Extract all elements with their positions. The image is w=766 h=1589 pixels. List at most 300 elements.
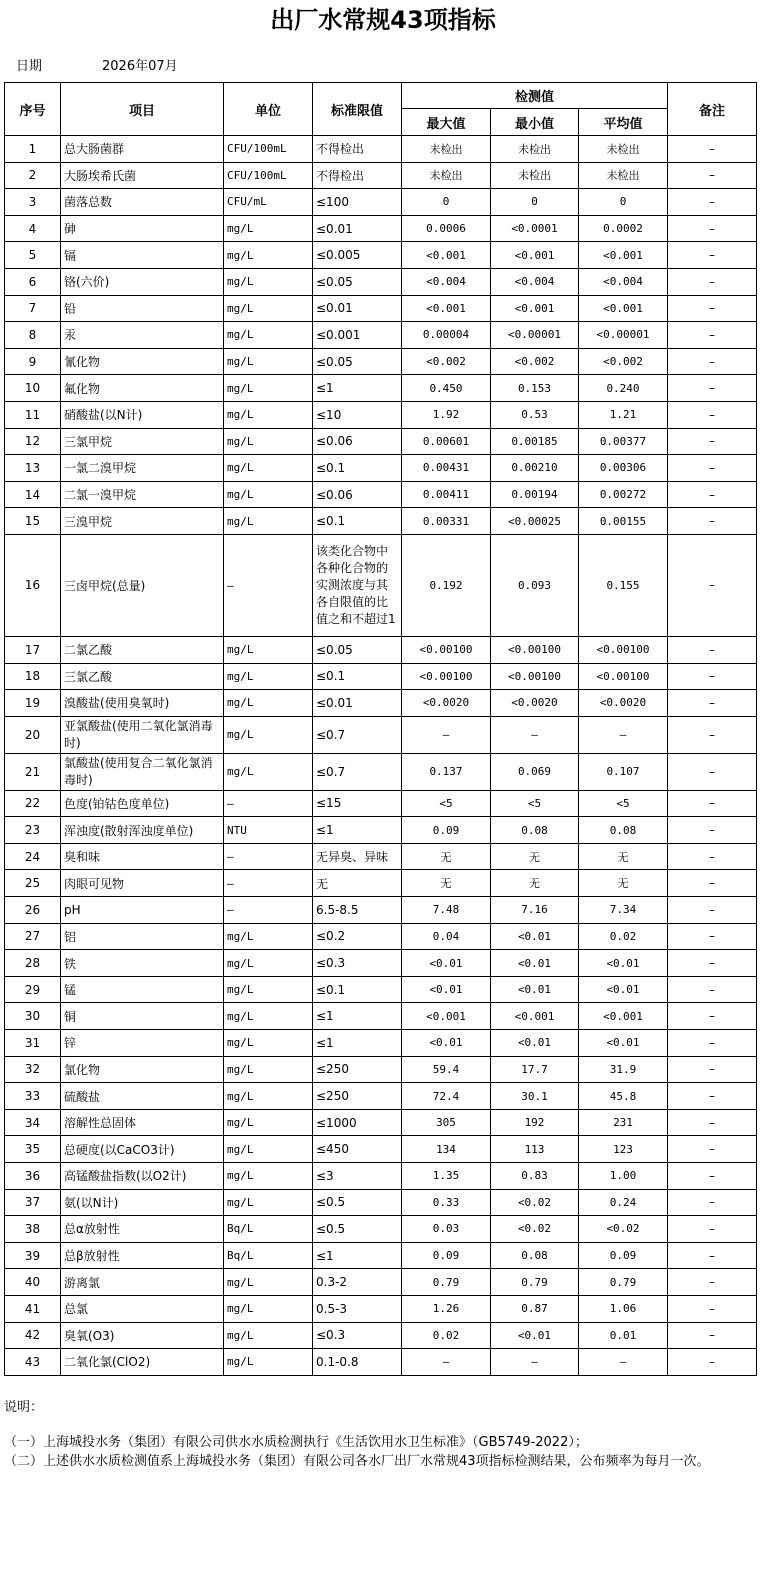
cell-limit: 0.3-2: [313, 1269, 402, 1296]
cell-no: 42: [5, 1322, 61, 1349]
cell-unit: mg/L: [224, 1322, 313, 1349]
table-row: [5, 663, 757, 690]
cell-item: 铝: [61, 923, 224, 950]
cell-item: 总硬度(以CaCO3计): [61, 1136, 224, 1163]
cell-limit: ≤0.7: [313, 753, 402, 790]
cell-max: <0.001: [402, 242, 491, 269]
header-min: 最小值: [491, 109, 579, 136]
cell-unit: mg/L: [224, 322, 313, 349]
cell-limit: ≤0.5: [313, 1216, 402, 1243]
cell-unit: mg/L: [224, 1083, 313, 1110]
cell-item: 锌: [61, 1030, 224, 1057]
cell-min: 0.87: [491, 1295, 579, 1322]
cell-min: 0: [491, 189, 579, 216]
cell-item: 臭氧(O3): [61, 1322, 224, 1349]
cell-no: 17: [5, 636, 61, 663]
table-row: [5, 870, 757, 897]
table-row: [5, 481, 757, 508]
cell-limit: ≤0.05: [313, 636, 402, 663]
table-row: [5, 843, 757, 870]
cell-limit: ≤0.05: [313, 348, 402, 375]
cell-no: 16: [5, 534, 61, 636]
table-row: [5, 1030, 757, 1057]
cell-no: 2: [5, 162, 61, 189]
table-row: [5, 636, 757, 663]
cell-avg: 1.21: [579, 401, 668, 428]
cell-avg: <0.0020: [579, 690, 668, 717]
cell-limit: ≤0.01: [313, 295, 402, 322]
cell-item: 氰化物: [61, 348, 224, 375]
cell-limit: 不得检出: [313, 136, 402, 163]
cell-item: 三卤甲烷(总量): [61, 534, 224, 636]
cell-remark: –: [668, 348, 757, 375]
table-row: [5, 401, 757, 428]
cell-avg: <0.01: [579, 976, 668, 1003]
cell-avg: <0.00100: [579, 636, 668, 663]
header-max: 最大值: [402, 109, 491, 136]
cell-unit: mg/L: [224, 375, 313, 402]
cell-min: 0.83: [491, 1163, 579, 1190]
cell-min: –: [491, 716, 579, 753]
cell-remark: –: [668, 1349, 757, 1376]
cell-no: 14: [5, 481, 61, 508]
cell-limit: ≤0.001: [313, 322, 402, 349]
cell-unit: mg/L: [224, 455, 313, 482]
table-row: [5, 455, 757, 482]
cell-remark: –: [668, 897, 757, 924]
cell-no: 33: [5, 1083, 61, 1110]
table-body: [5, 136, 757, 1376]
cell-min: <0.0001: [491, 215, 579, 242]
cell-item: 二氯一溴甲烷: [61, 481, 224, 508]
table-row: [5, 753, 757, 790]
cell-unit: mg/L: [224, 690, 313, 717]
table-row: [5, 534, 757, 636]
cell-no: 40: [5, 1269, 61, 1296]
cell-remark: –: [668, 870, 757, 897]
header-unit: 单位: [224, 83, 313, 136]
cell-item: 铅: [61, 295, 224, 322]
cell-no: 39: [5, 1242, 61, 1269]
cell-avg: <0.02: [579, 1216, 668, 1243]
cell-no: 6: [5, 268, 61, 295]
cell-remark: –: [668, 817, 757, 844]
cell-no: 21: [5, 753, 61, 790]
cell-max: 0.00601: [402, 428, 491, 455]
cell-min: <0.02: [491, 1216, 579, 1243]
cell-unit: CFU/100mL: [224, 162, 313, 189]
cell-avg: <5: [579, 790, 668, 817]
cell-max: <5: [402, 790, 491, 817]
cell-avg: 0.155: [579, 534, 668, 636]
cell-unit: Bq/L: [224, 1242, 313, 1269]
cell-min: <0.001: [491, 242, 579, 269]
cell-unit: mg/L: [224, 1109, 313, 1136]
cell-limit: 无: [313, 870, 402, 897]
cell-max: <0.0020: [402, 690, 491, 717]
cell-remark: –: [668, 136, 757, 163]
cell-max: 0.04: [402, 923, 491, 950]
cell-unit: mg/L: [224, 1189, 313, 1216]
indicator-table: [4, 82, 757, 1376]
cell-remark: –: [668, 375, 757, 402]
cell-item: 臭和味: [61, 843, 224, 870]
cell-item: 三溴甲烷: [61, 508, 224, 535]
cell-limit: ≤1: [313, 1242, 402, 1269]
table-row: [5, 295, 757, 322]
cell-max: 0: [402, 189, 491, 216]
cell-remark: –: [668, 1322, 757, 1349]
table-row: [5, 1056, 757, 1083]
cell-unit: mg/L: [224, 753, 313, 790]
date-row: [16, 58, 178, 76]
cell-no: 30: [5, 1003, 61, 1030]
cell-remark: –: [668, 923, 757, 950]
header-avg: 平均值: [579, 109, 668, 136]
table-row: [5, 1189, 757, 1216]
cell-min: <0.02: [491, 1189, 579, 1216]
cell-unit: —: [224, 790, 313, 817]
cell-limit: ≤0.005: [313, 242, 402, 269]
cell-remark: –: [668, 268, 757, 295]
cell-max: <0.01: [402, 976, 491, 1003]
cell-max: 1.26: [402, 1295, 491, 1322]
cell-unit: CFU/mL: [224, 189, 313, 216]
cell-no: 24: [5, 843, 61, 870]
cell-avg: –: [579, 1349, 668, 1376]
cell-avg: <0.00100: [579, 663, 668, 690]
table-row: [5, 1083, 757, 1110]
cell-avg: <0.00001: [579, 322, 668, 349]
cell-limit: 0.5-3: [313, 1295, 402, 1322]
cell-remark: –: [668, 1030, 757, 1057]
cell-avg: 0: [579, 189, 668, 216]
cell-no: 27: [5, 923, 61, 950]
cell-no: 11: [5, 401, 61, 428]
cell-avg: <0.01: [579, 1030, 668, 1057]
cell-remark: –: [668, 716, 757, 753]
cell-no: 43: [5, 1349, 61, 1376]
cell-remark: –: [668, 189, 757, 216]
cell-no: 28: [5, 950, 61, 977]
cell-remark: –: [668, 428, 757, 455]
cell-remark: –: [668, 1056, 757, 1083]
cell-min: 17.7: [491, 1056, 579, 1083]
table-row: [5, 950, 757, 977]
cell-max: 305: [402, 1109, 491, 1136]
cell-item: 高锰酸盐指数(以O2计): [61, 1163, 224, 1190]
cell-avg: 0.00272: [579, 481, 668, 508]
cell-min: 192: [491, 1109, 579, 1136]
cell-limit: ≤0.01: [313, 690, 402, 717]
cell-avg: 123: [579, 1136, 668, 1163]
cell-avg: 0.24: [579, 1189, 668, 1216]
cell-avg: <0.01: [579, 950, 668, 977]
cell-min: 0.00185: [491, 428, 579, 455]
cell-no: 37: [5, 1189, 61, 1216]
cell-unit: mg/L: [224, 1163, 313, 1190]
cell-limit: ≤250: [313, 1056, 402, 1083]
cell-unit: mg/L: [224, 1295, 313, 1322]
cell-avg: 231: [579, 1109, 668, 1136]
cell-avg: 1.06: [579, 1295, 668, 1322]
cell-unit: Bq/L: [224, 1216, 313, 1243]
cell-unit: mg/L: [224, 348, 313, 375]
cell-max: 未检出: [402, 136, 491, 163]
cell-unit: mg/L: [224, 976, 313, 1003]
cell-limit: ≤250: [313, 1083, 402, 1110]
table-row: [5, 1295, 757, 1322]
cell-no: 35: [5, 1136, 61, 1163]
table-row: [5, 189, 757, 216]
cell-no: 5: [5, 242, 61, 269]
cell-no: 32: [5, 1056, 61, 1083]
cell-max: 0.00331: [402, 508, 491, 535]
cell-item: pH: [61, 897, 224, 924]
notes: [4, 1398, 756, 1471]
cell-avg: –: [579, 716, 668, 753]
cell-remark: –: [668, 401, 757, 428]
cell-limit: ≤0.01: [313, 215, 402, 242]
cell-item: 肉眼可见物: [61, 870, 224, 897]
cell-item: 镉: [61, 242, 224, 269]
cell-remark: –: [668, 481, 757, 508]
cell-avg: 0.09: [579, 1242, 668, 1269]
cell-avg: 31.9: [579, 1056, 668, 1083]
cell-min: <5: [491, 790, 579, 817]
cell-avg: <0.004: [579, 268, 668, 295]
cell-min: <0.01: [491, 976, 579, 1003]
cell-min: <0.00100: [491, 636, 579, 663]
date-label: 日期: [16, 59, 43, 74]
cell-max: <0.001: [402, 1003, 491, 1030]
cell-item: 硫酸盐: [61, 1083, 224, 1110]
cell-limit: ≤100: [313, 189, 402, 216]
cell-max: 0.02: [402, 1322, 491, 1349]
cell-remark: –: [668, 950, 757, 977]
cell-avg: 0.01: [579, 1322, 668, 1349]
cell-avg: 无: [579, 843, 668, 870]
header-item: 项目: [61, 83, 224, 136]
cell-avg: 1.00: [579, 1163, 668, 1190]
cell-unit: —: [224, 897, 313, 924]
cell-remark: –: [668, 976, 757, 1003]
cell-min: <0.004: [491, 268, 579, 295]
cell-no: 22: [5, 790, 61, 817]
note-line-2: （二）上述供水水质检测值系上海城投水务（集团）有限公司各水厂出厂水常规43项指标检测结果，公布频率为每月一次。: [4, 1454, 710, 1469]
header-limit: 标准限值: [313, 83, 402, 136]
cell-min: –: [491, 1349, 579, 1376]
cell-avg: 7.34: [579, 897, 668, 924]
cell-item: 总α放射性: [61, 1216, 224, 1243]
cell-unit: mg/L: [224, 716, 313, 753]
cell-unit: mg/L: [224, 428, 313, 455]
cell-max: 0.450: [402, 375, 491, 402]
cell-avg: 0.240: [579, 375, 668, 402]
cell-unit: mg/L: [224, 481, 313, 508]
cell-remark: –: [668, 1189, 757, 1216]
cell-item: 汞: [61, 322, 224, 349]
cell-remark: –: [668, 1242, 757, 1269]
cell-no: 8: [5, 322, 61, 349]
cell-remark: –: [668, 1295, 757, 1322]
cell-item: 砷: [61, 215, 224, 242]
cell-min: 未检出: [491, 136, 579, 163]
cell-limit: ≤3: [313, 1163, 402, 1190]
header-detect: 检测值: [402, 83, 668, 109]
cell-limit: 6.5-8.5: [313, 897, 402, 924]
cell-max: 1.92: [402, 401, 491, 428]
cell-max: 未检出: [402, 162, 491, 189]
cell-max: 1.35: [402, 1163, 491, 1190]
table-row: [5, 242, 757, 269]
cell-avg: 0.0002: [579, 215, 668, 242]
cell-min: 0.00194: [491, 481, 579, 508]
cell-max: 0.00411: [402, 481, 491, 508]
table-row: [5, 790, 757, 817]
cell-item: 二氧化氯(ClO2): [61, 1349, 224, 1376]
cell-no: 23: [5, 817, 61, 844]
cell-unit: mg/L: [224, 295, 313, 322]
cell-item: 氨(以N计): [61, 1189, 224, 1216]
cell-min: <0.0020: [491, 690, 579, 717]
cell-max: 0.03: [402, 1216, 491, 1243]
table-row: [5, 215, 757, 242]
table-row: [5, 375, 757, 402]
cell-max: 7.48: [402, 897, 491, 924]
cell-max: 0.192: [402, 534, 491, 636]
cell-avg: 未检出: [579, 162, 668, 189]
cell-limit: ≤1: [313, 375, 402, 402]
cell-unit: mg/L: [224, 1056, 313, 1083]
cell-item: 总β放射性: [61, 1242, 224, 1269]
cell-limit: ≤15: [313, 790, 402, 817]
cell-max: <0.002: [402, 348, 491, 375]
cell-item: 铁: [61, 950, 224, 977]
cell-item: 锰: [61, 976, 224, 1003]
cell-max: <0.01: [402, 950, 491, 977]
cell-item: 二氯乙酸: [61, 636, 224, 663]
cell-min: <0.00100: [491, 663, 579, 690]
cell-min: <0.01: [491, 950, 579, 977]
table-row: [5, 716, 757, 753]
cell-max: <0.00100: [402, 636, 491, 663]
cell-min: 未检出: [491, 162, 579, 189]
cell-unit: mg/L: [224, 1136, 313, 1163]
cell-item: 铜: [61, 1003, 224, 1030]
cell-item: 铬(六价): [61, 268, 224, 295]
cell-remark: –: [668, 455, 757, 482]
cell-min: 0.79: [491, 1269, 579, 1296]
cell-item: 三氯乙酸: [61, 663, 224, 690]
cell-avg: 0.00306: [579, 455, 668, 482]
cell-remark: –: [668, 1083, 757, 1110]
cell-unit: mg/L: [224, 242, 313, 269]
table-row: [5, 1269, 757, 1296]
cell-avg: 未检出: [579, 136, 668, 163]
cell-limit: 0.1-0.8: [313, 1349, 402, 1376]
cell-no: 10: [5, 375, 61, 402]
cell-unit: mg/L: [224, 1030, 313, 1057]
cell-remark: –: [668, 843, 757, 870]
table-row: [5, 1349, 757, 1376]
cell-min: <0.01: [491, 923, 579, 950]
notes-heading: 说明：: [4, 1400, 44, 1415]
cell-no: 41: [5, 1295, 61, 1322]
cell-no: 26: [5, 897, 61, 924]
cell-item: 色度(铂钴色度单位): [61, 790, 224, 817]
cell-remark: –: [668, 663, 757, 690]
cell-remark: –: [668, 215, 757, 242]
cell-item: 溶解性总固体: [61, 1109, 224, 1136]
cell-max: 0.00004: [402, 322, 491, 349]
cell-limit: ≤0.1: [313, 976, 402, 1003]
cell-unit: mg/L: [224, 636, 313, 663]
cell-remark: –: [668, 690, 757, 717]
cell-remark: –: [668, 1136, 757, 1163]
cell-max: 0.09: [402, 1242, 491, 1269]
cell-item: 浑浊度(散射浑浊度单位): [61, 817, 224, 844]
cell-item: 一氯二溴甲烷: [61, 455, 224, 482]
cell-limit: ≤1000: [313, 1109, 402, 1136]
cell-no: 4: [5, 215, 61, 242]
cell-remark: –: [668, 295, 757, 322]
table-row: [5, 923, 757, 950]
cell-remark: –: [668, 753, 757, 790]
cell-max: 0.33: [402, 1189, 491, 1216]
cell-min: <0.00001: [491, 322, 579, 349]
cell-limit: ≤0.3: [313, 950, 402, 977]
cell-remark: –: [668, 242, 757, 269]
cell-limit: ≤0.1: [313, 455, 402, 482]
table-row: [5, 1136, 757, 1163]
cell-unit: mg/L: [224, 401, 313, 428]
cell-min: 0.069: [491, 753, 579, 790]
cell-no: 7: [5, 295, 61, 322]
header-seq: 序号: [5, 83, 61, 136]
cell-min: 113: [491, 1136, 579, 1163]
cell-unit: —: [224, 534, 313, 636]
cell-remark: –: [668, 1216, 757, 1243]
cell-min: <0.01: [491, 1322, 579, 1349]
table-row: [5, 348, 757, 375]
cell-avg: 0.107: [579, 753, 668, 790]
table-row: [5, 1003, 757, 1030]
cell-limit: ≤0.05: [313, 268, 402, 295]
cell-remark: –: [668, 790, 757, 817]
table-row: [5, 976, 757, 1003]
cell-max: 0.09: [402, 817, 491, 844]
cell-remark: –: [668, 322, 757, 349]
cell-limit: ≤10: [313, 401, 402, 428]
cell-max: <0.001: [402, 295, 491, 322]
cell-no: 13: [5, 455, 61, 482]
cell-avg: <0.001: [579, 1003, 668, 1030]
table-row: [5, 1163, 757, 1190]
cell-limit: ≤1: [313, 1030, 402, 1057]
cell-remark: –: [668, 1003, 757, 1030]
cell-max: 0.0006: [402, 215, 491, 242]
cell-no: 31: [5, 1030, 61, 1057]
cell-unit: mg/L: [224, 950, 313, 977]
cell-avg: 0.00377: [579, 428, 668, 455]
table-row: [5, 897, 757, 924]
cell-item: 大肠埃希氏菌: [61, 162, 224, 189]
note-line-1: （一）上海城投水务（集团）有限公司供水水质检测执行《生活饮用水卫生标准》（GB5749-2022）；: [4, 1435, 588, 1450]
cell-item: 溴酸盐(使用臭氧时): [61, 690, 224, 717]
cell-remark: –: [668, 1269, 757, 1296]
cell-limit: 不得检出: [313, 162, 402, 189]
